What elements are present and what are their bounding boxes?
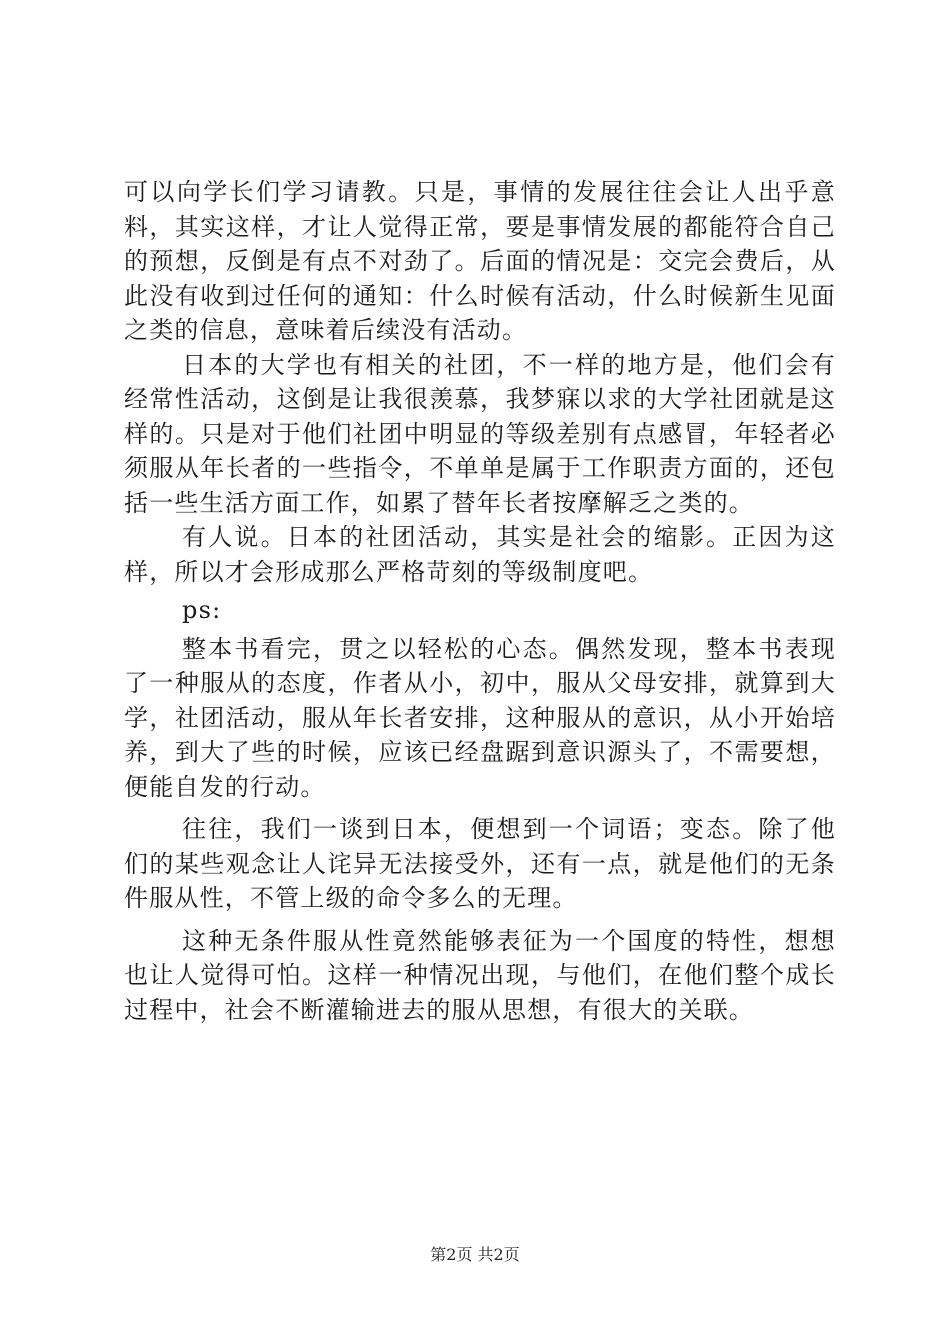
paragraph-society-microcosm: 有人说。日本的社团活动，其实是社会的缩影。正因为这样，所以才会形成那么严格苛刻的等级制度吧。	[124, 523, 836, 586]
paragraph-unconditional-obedience: 往往，我们一谈到日本，便想到一个词语；变态。除了他们的某些观念让人诧异无法接受外，还有一点，就是他们的无条件服从性，不管上级的命令多么的无理。	[124, 815, 836, 912]
paragraph-book-summary: 整本书看完，贯之以轻松的心态。偶然发现，整本书表现了一种服从的态度，作者从小，初中，服从父母安排，就算到大学，社团活动，服从年长者安排，这种服从的意识，从小开始培养，到大了些的时候，应该已经盘踞到意识源头了，不需要想，便能自发的行动。	[124, 634, 836, 801]
paragraph-national-trait: 这种无条件服从性竟然能够表征为一个国度的特性，想想也让人觉得可怕。这样一种情况出现，与他们，在他们整个成长过程中，社会不断灌输进去的服从思想，有很大的关联。	[124, 926, 836, 1024]
page-number-footer: 第2页 共2页	[430, 1245, 520, 1264]
paragraph-continued: 可以向学长们学习请教。只是，事情的发展往往会让人出乎意料，其实这样，才让人觉得正常，要是事情发展的都能符合自己的预想，反倒是有点不对劲了。后面的情况是：交完会费后，从此没有收到过任何的通知：什么时候有活动，什么时候新生见面之类的信息，意味着后续没有活动。	[124, 178, 836, 344]
paragraph-ps-label: ps:	[182, 596, 222, 624]
document-body	[124, 175, 836, 1027]
paragraph-japan-university-clubs: 日本的大学也有相关的社团，不一样的地方是，他们会有经常性活动，这倒是让我很羡慕，我梦寐以求的大学社团就是这样的。只是对于他们社团中明显的等级差别有点感冒，年轻者必须服从年长者的一些指令，不单单是属于工作职责方面的，还包括一些生活方面工作，如累了替年长者按摩解乏之类的。	[124, 350, 836, 517]
